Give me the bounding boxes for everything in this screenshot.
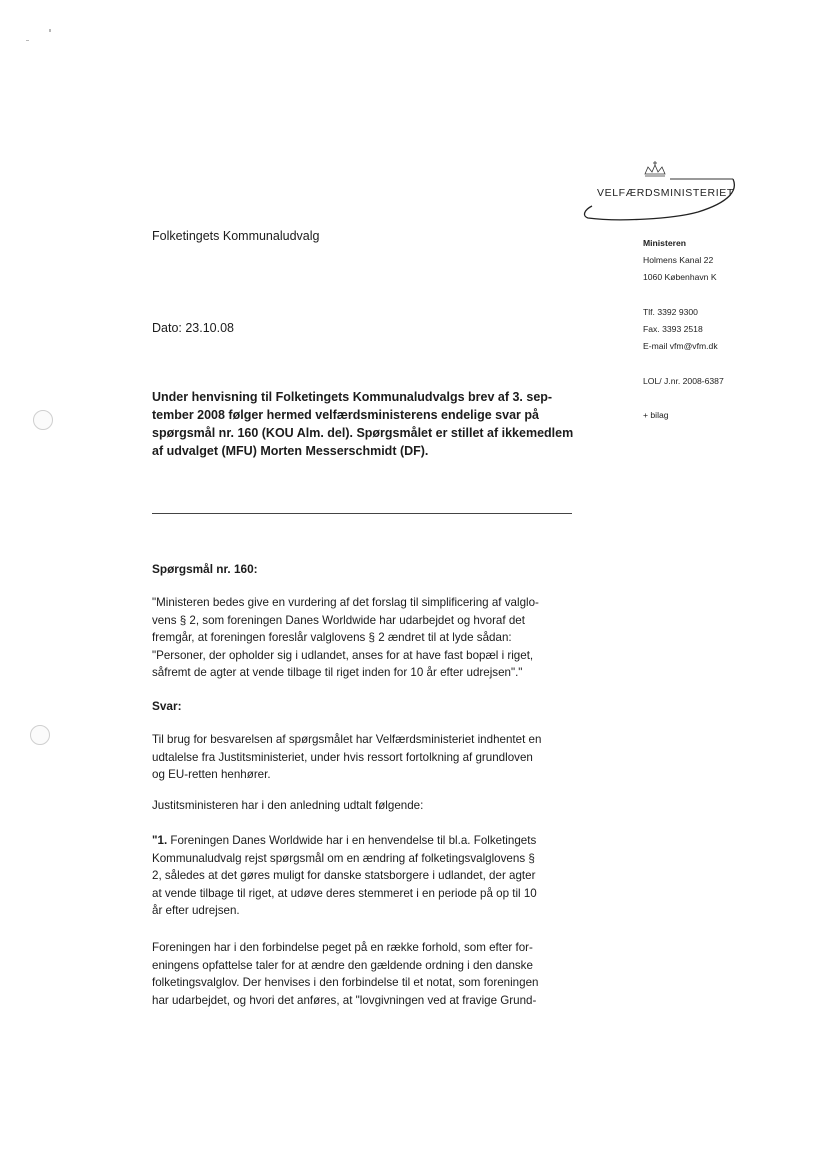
answer-line: Kommunaludvalg rejst spørgsmål om en ændring af folketingsvalglovens § (152, 851, 535, 865)
answer-line: udtalelse fra Justitsministeriet, under hvis ressort fortolkning af grundloven (152, 750, 533, 764)
paragraph-number: "1. (152, 834, 168, 847)
date-line: Dato: 23.10.08 (152, 321, 235, 335)
answer-line: år efter udrejsen. (152, 904, 240, 918)
crown-icon (645, 161, 665, 176)
answer-line (152, 832, 572, 850)
question-line: vens § 2, som foreningen Danes Worldwide har udarbejdet og hvoraf det (152, 613, 525, 627)
answer-line: Foreningen har i den forbindelse peget på en række forhold, som efter for- (152, 941, 533, 954)
question-line: fremgår, at foreningen foreslår valglovens § 2 ændret til at lyde sådan: (152, 631, 512, 645)
answer-line: Til brug for besvarelsen af spørgsmålet har Velfærdsministeriet indhentet en (152, 733, 542, 746)
question-line: "Personer, der opholder sig i udlandet, anses for at have fast bopæl i riget, (152, 648, 534, 662)
question-heading: Spørgsmål nr. 160: (152, 562, 258, 576)
answer-paragraph-3 (152, 832, 572, 920)
logo-wordmark: VELFÆRDSMINISTERIET (597, 187, 734, 199)
answer-line: at vende tilbage til riget, at udøve deres stemmeret i en periode på op til 10 (152, 886, 537, 900)
sender-phone: Tlf. 3392 9300 (643, 307, 698, 317)
sender-street: Holmens Kanal 22 (643, 255, 714, 265)
sender-title: Ministeren (643, 238, 686, 248)
answer-line: folketingsvalglov. Der henvises i den forbindelse til et notat, som foreningen (152, 976, 539, 990)
intro-line: spørgsmål nr. 160 (KOU Alm. del). Spørgsmålet er stillet af ikkemedlem (152, 426, 574, 440)
scan-speck (26, 40, 29, 41)
answer-line: eningens opfattelse taler for at ændre den gældende ordning i den danske (152, 958, 533, 972)
sender-city: 1060 København K (643, 272, 717, 282)
question-line: "Ministeren bedes give en vurdering af det forslag til simplificering af valglo- (152, 596, 539, 609)
intro-paragraph (152, 388, 577, 460)
answer-line-text: Foreningen Danes Worldwide har i en henvendelse til bl.a. Folketingets (170, 834, 537, 847)
punch-hole-bottom (30, 725, 50, 745)
answer-line: 2, således at det gøres muligt for danske statsborgere i udlandet, der agter (152, 869, 536, 883)
sender-fax: Fax. 3393 2518 (643, 324, 703, 334)
question-text (152, 594, 572, 682)
intro-line: Under henvisning til Folketingets Kommunaludvalgs brev af 3. sep- (152, 390, 553, 404)
reference-number: LOL/ J.nr. 2008-6387 (643, 376, 724, 386)
scan-speck (49, 29, 51, 32)
punch-hole-top (33, 410, 53, 430)
ministry-logo (578, 160, 738, 226)
attachment-note: + bilag (643, 410, 669, 420)
answer-paragraph-4 (152, 939, 572, 1009)
sender-email: E-mail vfm@vfm.dk (643, 341, 718, 351)
answer-heading: Svar: (152, 699, 182, 713)
question-line: såfremt de agter at vende tilbage til riget inden for 10 år efter udrejsen"." (152, 666, 523, 680)
answer-line: har udarbejdet, og hvori det anføres, at "lovgivningen ved at fravige Grund- (152, 993, 537, 1007)
answer-paragraph-2: Justitsministeren har i den anledning udtalt følgende: (152, 799, 424, 812)
divider-line (152, 513, 572, 514)
intro-line: tember 2008 følger hermed velfærdsministerens endelige svar på (152, 408, 539, 422)
contact-block (643, 304, 718, 355)
answer-line: og EU-retten henhører. (152, 768, 271, 782)
answer-paragraph-1 (152, 731, 572, 784)
intro-line: af udvalget (MFU) Morten Messerschmidt (DF). (152, 444, 429, 458)
sender-block (643, 235, 717, 286)
recipient-line: Folketingets Kommunaludvalg (152, 229, 320, 243)
